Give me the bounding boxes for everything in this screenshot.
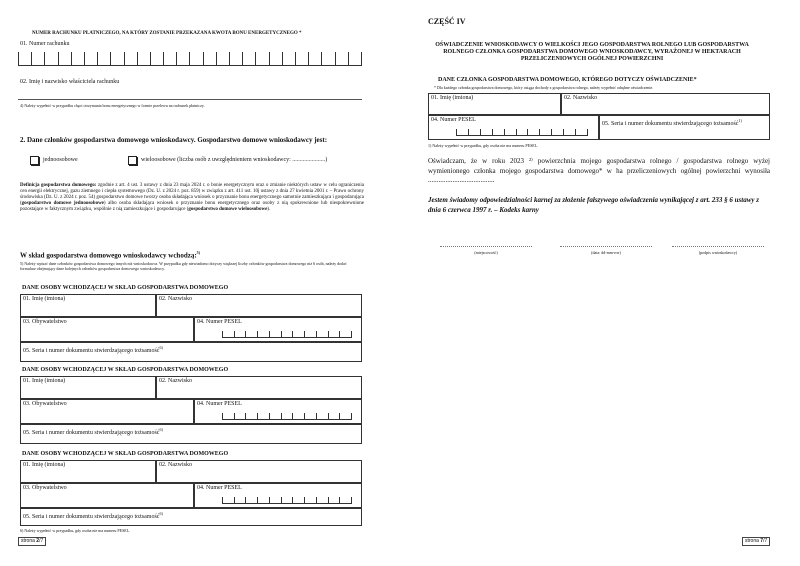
signature-label: (podpis wnioskodawcy) <box>698 250 738 255</box>
definition-text-3: ). <box>267 207 271 212</box>
person2-pesel-label: 04. Numer PESEL <box>197 401 242 407</box>
liability-text: Jestem świadomy odpowiedzialności karnej za złożenie fałszywego oświadczenia wynikającej z art. 233 § 6 ustawy z dnia 6 czerwca 1997 r. – Kodeks karny <box>428 196 759 214</box>
person1-citizenship[interactable] <box>20 317 194 342</box>
member-document-sup: 1) <box>738 118 742 123</box>
person2-last-name[interactable] <box>156 376 362 399</box>
member-data-note: * Dla każdego członka gospodarstwa domowego, który osiąga dochody z gospodarstwa rolnego, należy wypełnić odrębne oświadczenie. <box>434 85 654 90</box>
person3-pesel[interactable] <box>194 483 362 508</box>
date-label: (data: dd-mm-rrrr) <box>591 250 621 255</box>
person1-last-name-label: 02. Nazwisko <box>159 296 192 302</box>
definition-text-2: ) albo osoba składająca wniosek o przyznanie bonu energetycznego oraz osoby z nią spokrewnione lub niespokrewnione pozostające w faktycznym związku, wspólnie z nią zamieszkujące i gospodarujące ( <box>20 201 364 212</box>
person3-last-name[interactable] <box>156 460 362 483</box>
page-current-left: 2 <box>36 538 40 544</box>
definition-single: gospodarstwo domowe jednoosobowe <box>21 201 104 206</box>
household-single-checkbox[interactable] <box>30 156 39 165</box>
members-heading <box>20 249 200 259</box>
member-last-name-label: 02. Nazwisko <box>564 95 597 101</box>
person3-pesel-comb[interactable] <box>222 497 352 504</box>
member-last-name[interactable] <box>561 93 770 115</box>
person2-title: DANE OSOBY WCHODZĄCEJ W SKŁAD GOSPODARSTWA DOMOWEGO <box>22 367 229 373</box>
person2-document-label: 05. Seria i numer dokumentu stwierdzającego tożsamość <box>23 430 160 436</box>
person3-last-name-label: 02. Nazwisko <box>159 462 192 468</box>
right-page <box>400 0 800 566</box>
person2-pesel-comb[interactable] <box>222 413 352 420</box>
person1-pesel[interactable] <box>194 317 362 342</box>
page-total-right: 7 <box>764 538 768 544</box>
account-footnote: 4) Należy wypełnić w przypadku chęci otrzymania bonu energetycznego w formie przelewu na rachunek płatniczy. <box>20 103 205 108</box>
person1-document-label: 05. Seria i numer dokumentu stwierdzającego tożsamość <box>23 348 160 354</box>
page-label-right: strona <box>745 538 759 544</box>
person1-document-sup: 6) <box>159 345 163 350</box>
right-footnote-1: 1) Należy wypełnić w przypadku, gdy osoba nie ma numeru PESEL. <box>428 143 539 148</box>
person3-title: DANE OSOBY WCHODZĄCEJ W SKŁAD GOSPODARSTWA DOMOWEGO <box>22 451 229 457</box>
member-first-name[interactable] <box>428 93 561 115</box>
person3-first-name-label: 01. Imię (imiona) <box>23 462 66 468</box>
household-single-label: jednoosobowe <box>43 157 78 163</box>
person2-first-name-label: 01. Imię (imiona) <box>23 378 66 384</box>
account-number-label: 01. Numer rachunku <box>20 41 70 47</box>
person2-document[interactable] <box>20 424 362 444</box>
person1-title: DANE OSOBY WCHODZĄCEJ W SKŁAD GOSPODARSTWA DOMOWEGO <box>22 285 229 291</box>
person2-pesel[interactable] <box>194 399 362 424</box>
member-document[interactable] <box>599 115 770 140</box>
definition-text-1: zgodnie z art. 4 ust. 3 ustawy z dnia 23 maja 2024 r. o bonie energetycznym oraz o zmianie niektórych ustaw w celu ograniczenia cen energii elektrycznej, gazu ziemnego i ciepła systemowego (Dz. U. z 2024 r. poz. 859) w związku z art. 411 ust. 10j ustawy z dnia 27 kwietnia 2001 r. – Prawo ochrony środowiska (Dz. U. z 2024 r. poz. 54) gospodarstwo domowe tworzy osoba składająca wniosek o przyznanie bonu energetycznego samotnie zamieszkująca i gospodarująca ( <box>20 183 365 206</box>
account-heading: NUMER RACHUNKU PŁATNICZEGO, NA KTÓRY ZOSTANIE PRZEKAZANA KWOTA BONU ENERGETYCZNEGO * <box>32 31 302 36</box>
member-pesel[interactable] <box>428 115 599 140</box>
person3-document-sup: 6) <box>159 511 163 516</box>
members-heading-text: W skład gospodarstwa domowego wnioskodawcy wchodzą: <box>20 251 197 260</box>
members-heading-sup: 5) <box>196 250 200 255</box>
person1-pesel-label: 04. Numer PESEL <box>197 319 242 325</box>
members-footnote: 5) Należy wpisać dane członków gospodarstwa domowego innych niż wnioskodawca. W przypadku gdy niewiadomo dotyczy większej liczby członków gospodarstwa domowego niż 6 osób, należy dodać formularz obejmujący dane kolejnych członków gospodarstwa domowego wnioskodawcy. <box>20 261 347 271</box>
person1-pesel-comb[interactable] <box>222 331 352 338</box>
account-number-input[interactable] <box>18 52 362 66</box>
member-pesel-comb[interactable] <box>456 129 588 136</box>
section2-heading: 2. Dane członków gospodarstwa domowego wnioskodawcy. Gospodarstwo domowe wnioskodawcy jest: <box>20 136 328 144</box>
household-definition <box>20 183 364 213</box>
person1-last-name[interactable] <box>156 294 362 317</box>
account-owner-input[interactable] <box>18 99 362 100</box>
place-label: (miejscowość) <box>474 250 498 255</box>
part-title: CZĘŚĆ IV <box>428 17 466 26</box>
person1-citizenship-label: 03. Obywatelstwo <box>23 319 67 325</box>
page-total-left: 7 <box>40 538 44 544</box>
page-label-left: strona <box>21 538 35 544</box>
member-pesel-label: 04. Numer PESEL <box>431 117 476 123</box>
person2-citizenship-label: 03. Obywatelstwo <box>23 401 67 407</box>
household-multi-checkbox[interactable] <box>128 156 137 165</box>
statement-text: Oświadczam, że w roku 2023 ²⁾ powierzchnia mojego gospodarstwa rolnego / gospodarstwa rolnego wyżej wymienionego członka mojego gospodarstwa domowego* w ha przeliczeniowych ogólnej powierzchni wynosiła ...................................... <box>428 157 770 184</box>
person2-last-name-label: 02. Nazwisko <box>159 378 192 384</box>
place-input[interactable] <box>440 246 532 247</box>
bottom-footnote: 6) Należy wypełnić w przypadku, gdy osoba nie ma numeru PESEL. <box>20 528 131 533</box>
member-data-heading: DANE CZŁONKA GOSPODARSTWA DOMOWEGO, KTÓREGO DOTYCZY OŚWIADCZENIE* <box>438 77 697 83</box>
person2-citizenship[interactable] <box>20 399 194 424</box>
person1-document[interactable] <box>20 342 362 362</box>
person1-first-name[interactable] <box>20 294 156 317</box>
person3-pesel-label: 04. Numer PESEL <box>197 485 242 491</box>
date-input[interactable] <box>560 246 652 247</box>
member-document-label: 05. Seria i numer dokumentu stwierdzającego tożsamość <box>602 121 739 127</box>
person1-first-name-label: 01. Imię (imiona) <box>23 296 66 302</box>
person3-citizenship[interactable] <box>20 483 194 508</box>
page-current-right: 7 <box>760 538 764 544</box>
person3-citizenship-label: 03. Obywatelstwo <box>23 485 67 491</box>
signature-input[interactable] <box>672 246 764 247</box>
member-first-name-label: 01. Imię (imiona) <box>431 95 474 101</box>
person2-first-name[interactable] <box>20 376 156 399</box>
page-number-left: strona 2/7 <box>18 537 46 546</box>
account-owner-label: 02. Imię i nazwisko właściciela rachunku <box>20 79 120 85</box>
definition-multi: gospodarstwo domowe wieloosobowe <box>188 207 268 212</box>
household-multi-label: wieloosobowe (liczba osób z uwzględnieniem wnioskodawcy: ......................) <box>141 157 328 163</box>
definition-label: Definicja gospodarstwa domowego: <box>20 183 97 188</box>
page-number-right: strona 7/7 <box>742 537 770 546</box>
person3-document[interactable] <box>20 508 362 526</box>
person3-first-name[interactable] <box>20 460 156 483</box>
person3-document-label: 05. Seria i numer dokumentu stwierdzającego tożsamość <box>23 514 160 520</box>
person2-document-sup: 6) <box>159 427 163 432</box>
declaration-title: OŚWIADCZENIE WNIOSKODAWCY O WIELKOŚCI JEGO GOSPODARSTWA ROLNEGO LUB GOSPODARSTWA ROLNEGO CZŁONKA GOSPODARSTWA DOMOWEGO WNIOSKODAWCY, WYRAŻONEJ W HEKTARACH PRZELICZENIOWYCH OGÓLNEJ POWIERZCHNI <box>435 42 749 62</box>
